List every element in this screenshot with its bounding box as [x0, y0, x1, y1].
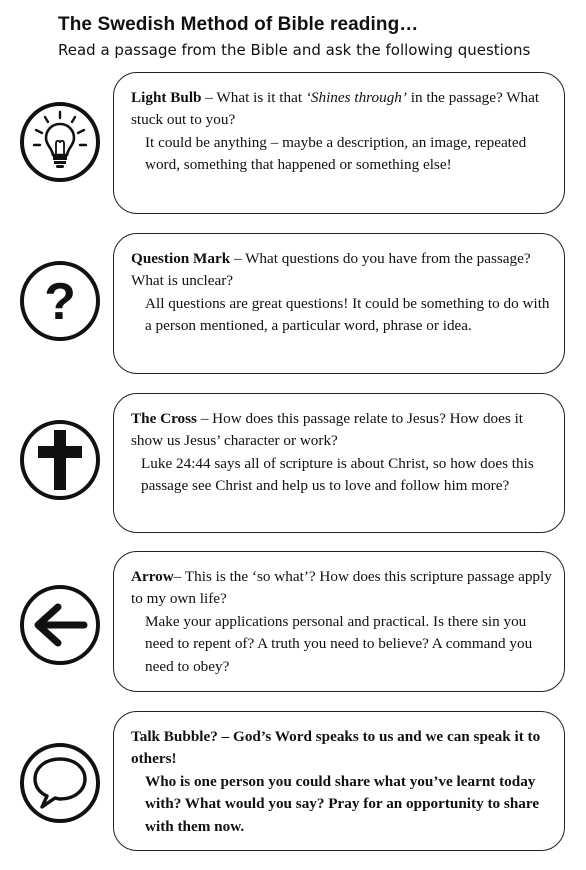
question-mark-icon — [18, 259, 102, 343]
cross-card — [113, 393, 565, 533]
talk-bubble-card — [113, 711, 565, 851]
arrow-label: Arrow — [131, 568, 174, 585]
talk-bubble-body: Who is one person you could share what you’ve learnt today with? What would you say? Pray for an opportunity to share with them now. — [145, 772, 540, 835]
cross-question: The Cross – How does this passage relate to Jesus? How does it show us Jesus’ character or work? — [131, 410, 524, 450]
question-mark-card — [113, 233, 565, 374]
arrow-body: Make your applications personal and practical. Is there sin you need to repent of? A truth you need to believe? A command you need to obey? — [145, 612, 533, 675]
cross-body: Luke 24:44 says all of scripture is about Christ, so how does this passage see Christ and help us to love and follow him more? — [141, 454, 534, 495]
arrow-left-icon — [18, 583, 102, 667]
arrow-question: Arrow– This is the ‘so what’? How does this scripture passage apply to my own life? — [131, 568, 552, 608]
arrow-card — [113, 551, 565, 692]
question-mark-label: Question Mark — [131, 250, 231, 267]
light-bulb-card — [113, 72, 565, 214]
light-bulb-label: Light Bulb — [131, 89, 202, 106]
question-mark-body: All questions are great questions! It could be something to do with a person mentioned, a particular word, phrase or idea. — [145, 294, 550, 335]
cross-icon — [18, 418, 102, 502]
light-bulb-icon — [18, 100, 102, 184]
talk-bubble-label: Talk Bubble? — [131, 728, 218, 745]
speech-bubble-icon — [18, 741, 102, 825]
question-mark-question: Question Mark – What questions do you have from the passage? What is unclear? — [131, 250, 531, 290]
page-subtitle: Read a passage from the Bible and ask the following questions — [58, 41, 531, 59]
talk-bubble-question: Talk Bubble? – God’s Word speaks to us and we can speak it to others! — [131, 728, 541, 768]
light-bulb-question: Light Bulb – What is it that ‘Shines through’ in the passage? What stuck out to you? — [131, 89, 540, 129]
page-title: The Swedish Method of Bible reading… — [58, 14, 419, 35]
cross-label: The Cross — [131, 410, 197, 427]
light-bulb-body: It could be anything – maybe a description, an image, repeated word, something that happened or something else! — [145, 133, 527, 174]
svg-text:?: ? — [44, 273, 76, 331]
